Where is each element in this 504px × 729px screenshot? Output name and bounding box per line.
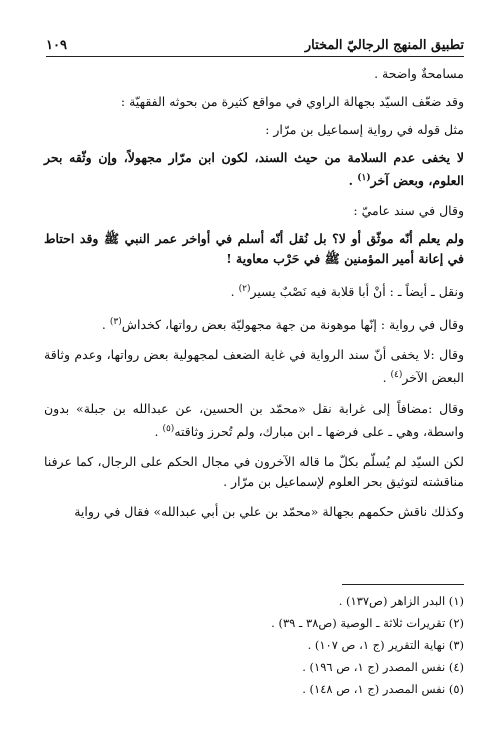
- paragraph: وقال :مضافاً إلى غرابة نقل «محمّد بن الحسين، عن عبدالله بن جبلة» بدون واسطة، وهي ـ على فرضها ـ ابن مبارك، ولم تُحرز وثاقته$^{(٥)}$ .: [44, 400, 464, 439]
- running-header: [46, 34, 464, 57]
- paragraph-text: وقال في رواية : إنّها موهونة من جهة مجهوليّة بعض رواتها، كخداش: [121, 317, 464, 333]
- footnote-ref: (٢): [238, 284, 251, 295]
- paragraph: مسامحةٌ واضحة .: [374, 66, 464, 81]
- footnote-separator: [342, 584, 464, 585]
- running-title: تطبيق المنهج الرجاليّ المختار: [304, 38, 464, 53]
- footnote-ref: (٥): [162, 423, 175, 434]
- paragraph: وقال في رواية : إنّها موهونة من جهة مجهوليّة بعض رواتها، كخداش$^{(٣)}$ .: [101, 317, 464, 333]
- page-number: ١٠٩: [46, 38, 67, 53]
- paragraph: لكن السيّد لم يُسلّم بكلّ ما قاله الآخرون في مجال الحكم على الرجال، كما عرفنا مناقشته لتوثيق بحر العلوم لإسماعيل بن مرّار .: [44, 453, 464, 489]
- main-text: [44, 64, 464, 532]
- footnote: (٥) نفس المصدر (ج ١، ص ١٤٨) .: [302, 682, 464, 696]
- paragraph: وكذلك ناقش حكمهم بجهالة «محمّد بن علي بن أبي عبدالله» فقال في رواية: [74, 503, 464, 519]
- footnote-ref: (١): [357, 173, 371, 183]
- paragraph-text: وقال :مضافاً إلى غرابة نقل «محمّد بن الحسين، عن عبدالله بن جبلة» بدون واسطة، وهي ـ على فرضها ـ ابن مبارك، ولم تُحرز وثاقته: [44, 400, 464, 439]
- paragraph: مثل قوله في رواية إسماعيل بن مرّار :: [265, 122, 464, 137]
- paragraph-text: ونقل ـ أيضاً ـ : أنْ أبا قلابة فيه نَصْبٌ يسير: [250, 284, 464, 300]
- paragraph-text: وقال :لا يخفى أنّ سند الرواية في غاية الضعف لمجهولية بعض رواتها، وعدم وثاقة البعض الآخر: [44, 347, 464, 386]
- footnote: (٢) تقريرات ثلاثة ـ الوصية (ص٣٨ ـ ٣٩) .: [271, 616, 464, 630]
- quotation: ولم يعلم أنّه موثّق أو لا؟ بل نُقل أنّه أسلم في أواخر عمر النبي ﷺ وقد احتاط في إعانة أمير المؤمنين ﷺ في حَرْب معاوية !: [44, 231, 464, 267]
- footnote: (٤) نفس المصدر (ج ١، ص ١٩٦) .: [302, 660, 464, 674]
- footnote-ref: (٣): [109, 317, 122, 328]
- quote-text: لا يخفى عدم السلامة من حيث السند، لكون ابن مرّار مجهولاً، وإن وثّقه بحر العلوم، وبعض آخر: [44, 150, 464, 189]
- footnotes: [44, 590, 464, 700]
- quotation: لا يخفى عدم السلامة من حيث السند، لكون ابن مرّار مجهولاً، وإن وثّقه بحر العلوم، وبعض آخر$^{(١)}$ .: [44, 150, 464, 189]
- footnote-ref: (٤): [390, 370, 403, 381]
- footnote: (٣) نهاية التقرير (ج ١، ص ١٠٧) .: [307, 638, 464, 652]
- paragraph: وقد ضعّف السيّد بجهالة الراوي في مواقع كثيرة من بحوثه الفقهيّة :: [120, 94, 464, 109]
- paragraph: وقال :لا يخفى أنّ سند الرواية في غاية الضعف لمجهولية بعض رواتها، وعدم وثاقة البعض الآخر$^{(٤)}$ .: [44, 347, 464, 386]
- footnote: (١) البدر الزاهر (ص١٣٧) .: [338, 594, 464, 608]
- paragraph: ونقل ـ أيضاً ـ : أنْ أبا قلابة فيه نَصْبٌ يسير$^{(٢)}$ .: [230, 284, 464, 300]
- paragraph: وقال في سند عاميّ :: [353, 203, 464, 219]
